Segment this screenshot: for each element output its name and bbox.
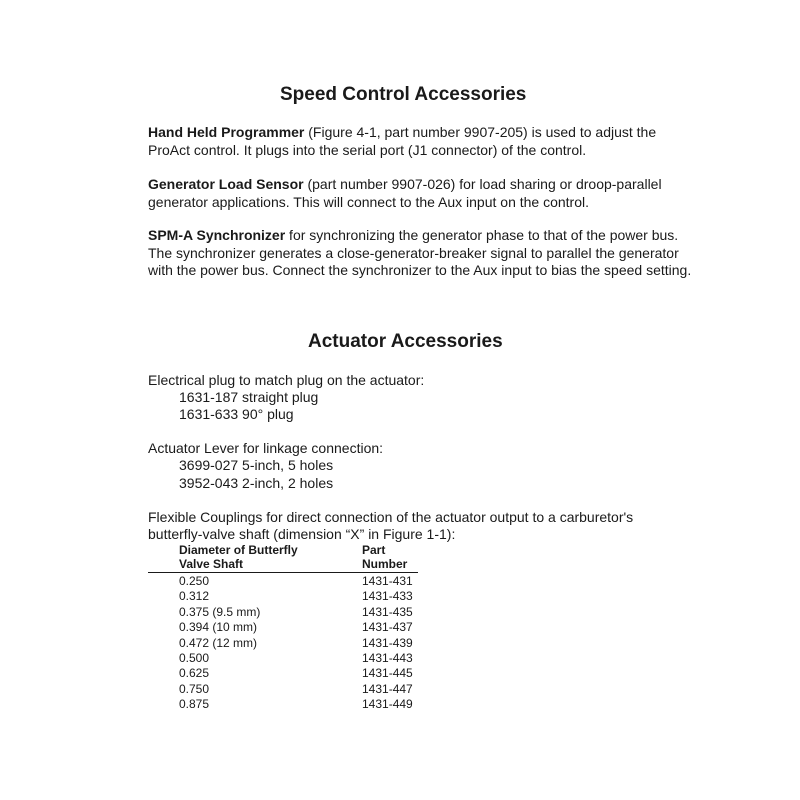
- part-number-column-header: [362, 543, 407, 571]
- plug-option: 1631-633 90° plug: [179, 406, 294, 422]
- part-number-cell: 1431-443: [362, 651, 413, 666]
- speed-control-title: Speed Control Accessories: [280, 84, 527, 105]
- spm-a-synchronizer-text: for synchronizing the generator phase to that of the power bus. The synchronizer generates a close-generator-breaker signal to parallel the generator with the power bus. Connect the synchronizer to the Aux input to bias the speed setting.: [148, 227, 692, 278]
- diameter-cell: 0.875: [179, 697, 210, 712]
- plug-option: 1631-187 straight plug: [179, 389, 319, 405]
- part-number-cell: 1431-431: [362, 574, 413, 588]
- table-row: [179, 636, 442, 651]
- table-row: [179, 682, 442, 697]
- couplings-intro-line-2: butterfly-valve shaft (dimension “X” in Figure 1-1):: [148, 526, 456, 542]
- part-number-cell: 1431-435: [362, 604, 413, 619]
- part-number-cell: 1431-447: [362, 681, 413, 696]
- part-number-cell: 1431-437: [362, 620, 413, 635]
- diameter-cell: 0.312: [179, 589, 210, 604]
- lever-option: 3952-043 2-inch, 2 holes: [179, 475, 334, 491]
- generator-load-sensor-paragraph: [148, 176, 696, 211]
- diameter-cell: 0.375 (9.5 mm): [179, 604, 261, 619]
- generator-load-sensor-name: Generator Load Sensor: [148, 176, 304, 192]
- hand-held-programmer-text: (Figure 4-1, part number 9907-205) is used to adjust the ProAct control. It plugs into the serial port (J1 connector) of the control.: [148, 124, 657, 158]
- diameter-cell: 0.472 (12 mm): [179, 635, 258, 650]
- lever-intro: Actuator Lever for linkage connection:: [148, 440, 384, 456]
- diameter-cell: 0.625: [179, 666, 210, 681]
- diameter-cell: 0.394 (10 mm): [179, 620, 258, 635]
- table-row: [179, 620, 442, 635]
- table-row: [179, 666, 442, 681]
- hand-held-programmer-paragraph: [148, 124, 696, 159]
- part-header-line-1: Part: [362, 543, 386, 557]
- spm-a-synchronizer-name: SPM-A Synchronizer: [148, 227, 286, 243]
- part-number-cell: 1431-439: [362, 635, 413, 650]
- actuator-accessories-title: Actuator Accessories: [308, 331, 503, 352]
- diameter-column-header: [179, 543, 298, 571]
- part-number-cell: 1431-449: [362, 697, 413, 712]
- table-row: [179, 697, 442, 712]
- table-row: [179, 589, 442, 604]
- table-row: [179, 651, 442, 666]
- diameter-cell: 0.750: [179, 681, 210, 696]
- couplings-intro-line-1: Flexible Couplings for direct connection of the actuator output to a carburetor's: [148, 509, 634, 525]
- part-header-line-2: Number: [362, 557, 408, 571]
- generator-load-sensor-text: (part number 9907-026) for load sharing or droop-parallel generator applications. This will connect to the Aux input on the control.: [148, 176, 662, 210]
- hand-held-programmer-name: Hand Held Programmer: [148, 124, 305, 140]
- diameter-cell: 0.250: [179, 574, 210, 588]
- table-header-rule: [148, 572, 418, 573]
- lever-option: 3699-027 5-inch, 5 holes: [179, 457, 334, 473]
- plug-intro: Electrical plug to match plug on the actuator:: [148, 372, 425, 388]
- table-row: [179, 605, 442, 620]
- diameter-header-line-2: Valve Shaft: [179, 557, 244, 571]
- part-number-cell: 1431-433: [362, 589, 413, 604]
- spm-a-synchronizer-paragraph: [148, 227, 696, 280]
- diameter-header-line-1: Diameter of Butterfly: [179, 543, 298, 557]
- part-number-cell: 1431-445: [362, 666, 413, 681]
- diameter-cell: 0.500: [179, 651, 210, 666]
- table-row: [179, 574, 442, 589]
- couplings-table-body: [179, 574, 442, 713]
